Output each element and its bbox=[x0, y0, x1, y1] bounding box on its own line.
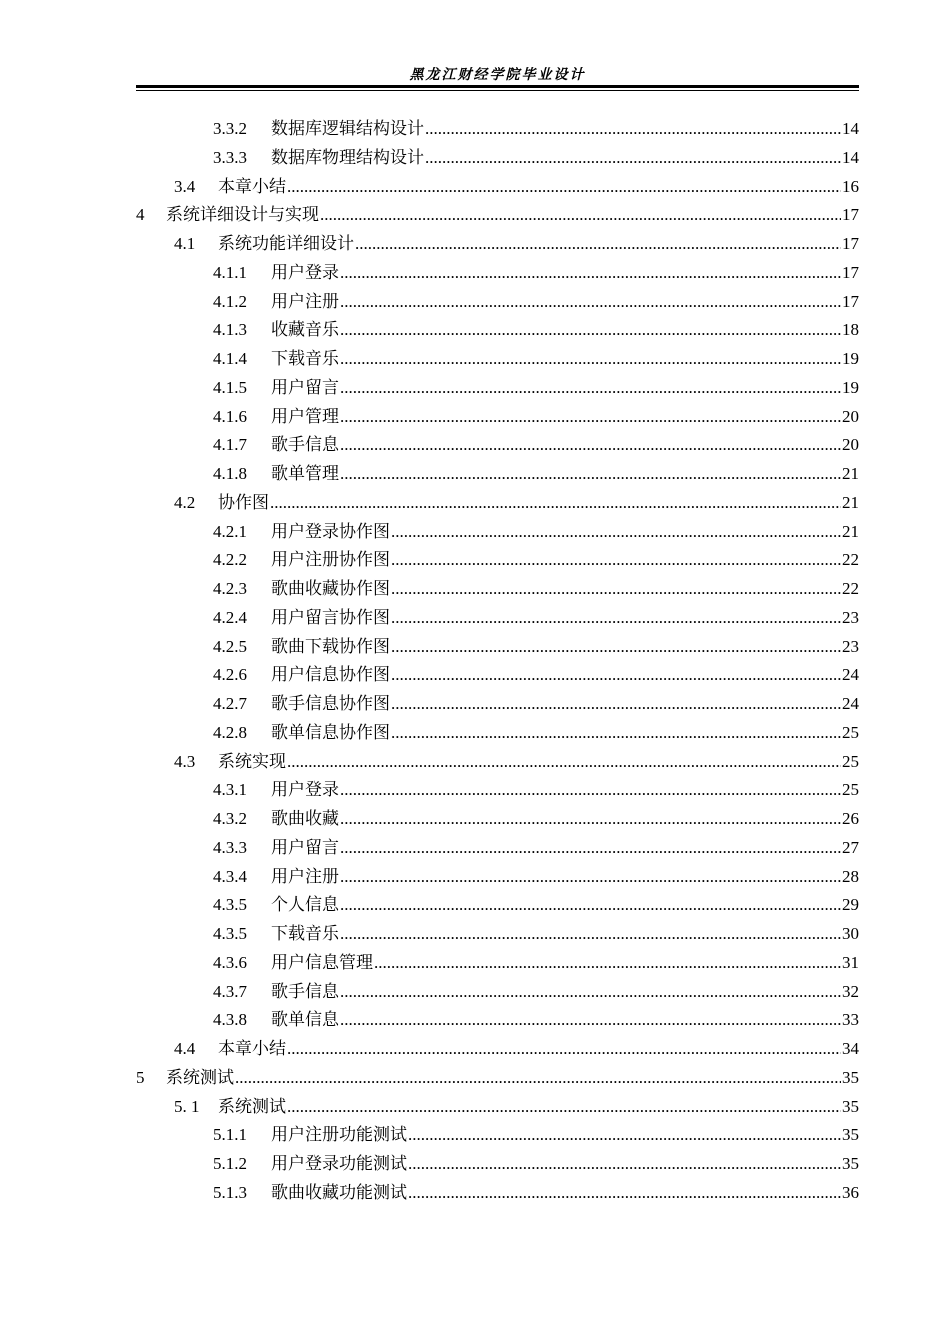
toc-entry-number: 5. 1 bbox=[174, 1096, 200, 1116]
toc-entry[interactable] bbox=[136, 890, 859, 919]
toc-entry-number: 4.1.2 bbox=[213, 291, 247, 311]
toc-entry[interactable] bbox=[136, 1120, 859, 1149]
toc-entry-number: 4.1.3 bbox=[213, 320, 247, 340]
page-header-title: 黑龙江财经学院毕业设计 bbox=[409, 68, 586, 83]
toc-dot-leader bbox=[425, 119, 841, 139]
toc-entry-number: 4.3.4 bbox=[213, 866, 247, 886]
toc-entry-title: 协作图 bbox=[218, 492, 269, 512]
toc-entry-page-number: 35 bbox=[842, 1154, 859, 1173]
toc-entry-number: 4.2.1 bbox=[213, 521, 247, 541]
toc-entry-number: 4.3 bbox=[174, 751, 196, 771]
toc-entry-page-number: 34 bbox=[842, 1039, 859, 1058]
toc-entry-page-number: 24 bbox=[842, 665, 859, 685]
toc-entry-title: 用户注册功能测试 bbox=[271, 1125, 407, 1145]
toc-entry-page-number: 25 bbox=[842, 751, 859, 771]
toc-entry-title: 用户登录 bbox=[271, 262, 339, 282]
toc-entry-title: 歌曲下载协作图 bbox=[271, 636, 390, 656]
toc-dot-leader bbox=[355, 234, 841, 254]
toc-entry-number: 4.1.6 bbox=[213, 406, 247, 426]
toc-entry-page-number: 36 bbox=[842, 1182, 859, 1202]
toc-dot-leader bbox=[391, 579, 841, 599]
toc-entry[interactable] bbox=[136, 948, 859, 977]
toc-entry-number: 4 bbox=[136, 205, 145, 225]
toc-entry-page-number: 24 bbox=[842, 694, 859, 713]
toc-entry-number: 4.2.7 bbox=[213, 694, 247, 713]
toc-entry-number: 4.1.4 bbox=[213, 349, 247, 368]
toc-entry-page-number: 35 bbox=[842, 1096, 859, 1116]
toc-entry-number: 4.3.3 bbox=[213, 837, 247, 857]
toc-entry-number: 4.3.1 bbox=[213, 780, 247, 800]
toc-dot-leader bbox=[391, 694, 841, 714]
toc-entry-title: 本章小结 bbox=[218, 176, 286, 196]
toc-entry-title: 歌单信息 bbox=[271, 1010, 339, 1030]
toc-entry-title: 歌曲收藏协作图 bbox=[271, 579, 390, 598]
toc-entry[interactable] bbox=[136, 747, 859, 776]
toc-entry-number: 5.1.2 bbox=[213, 1154, 247, 1173]
toc-dot-leader bbox=[391, 608, 841, 628]
toc-entry-page-number: 25 bbox=[842, 780, 859, 800]
toc-dot-leader bbox=[391, 665, 841, 685]
toc-entry[interactable] bbox=[136, 229, 859, 258]
toc-entry-page-number: 32 bbox=[842, 981, 859, 1001]
toc-dot-leader bbox=[408, 1183, 841, 1203]
toc-entry-title: 数据库逻辑结构设计 bbox=[271, 119, 424, 138]
toc-dot-leader bbox=[391, 637, 841, 657]
toc-entry-page-number: 21 bbox=[842, 521, 859, 541]
toc-entry-number: 4.1 bbox=[174, 234, 196, 253]
toc-entry[interactable] bbox=[136, 1092, 859, 1121]
toc-entry-title: 歌曲收藏 bbox=[271, 809, 339, 828]
toc-entry[interactable] bbox=[136, 718, 859, 747]
toc-entry-number: 4.1.1 bbox=[213, 262, 247, 282]
toc-entry-title: 用户登录功能测试 bbox=[271, 1154, 407, 1173]
toc-entry-number: 4.1.7 bbox=[213, 435, 247, 455]
toc-dot-leader bbox=[320, 205, 841, 225]
toc-entry-title: 下载音乐 bbox=[271, 924, 339, 943]
toc-entry[interactable] bbox=[136, 430, 859, 459]
toc-entry-number: 4.2.8 bbox=[213, 722, 247, 742]
toc-entry-title: 歌手信息 bbox=[271, 435, 339, 455]
toc-entry-title: 系统功能详细设计 bbox=[218, 234, 354, 253]
toc-entry-page-number: 17 bbox=[842, 234, 859, 253]
toc-entry-number: 3.3.2 bbox=[213, 119, 247, 138]
toc-entry-number: 4.2.4 bbox=[213, 607, 247, 627]
toc-entry-number: 4.3.8 bbox=[213, 1010, 247, 1030]
toc-entry-page-number: 14 bbox=[842, 147, 859, 167]
toc-entry-title: 用户注册 bbox=[271, 866, 339, 886]
toc-entry-page-number: 20 bbox=[842, 406, 859, 426]
toc-entry-page-number: 21 bbox=[842, 464, 859, 483]
toc-entry-page-number: 16 bbox=[842, 176, 859, 196]
toc-entry-page-number: 17 bbox=[842, 262, 859, 282]
toc-entry-number: 4.2.6 bbox=[213, 665, 247, 685]
toc-dot-leader bbox=[408, 1125, 841, 1145]
toc-entry-title: 个人信息 bbox=[271, 895, 339, 915]
toc-dot-leader bbox=[287, 177, 841, 197]
toc-entry[interactable] bbox=[136, 517, 859, 546]
toc-entry-page-number: 23 bbox=[842, 636, 859, 656]
toc-entry[interactable] bbox=[136, 143, 859, 172]
toc-entry-page-number: 35 bbox=[842, 1125, 859, 1145]
toc-dot-leader bbox=[340, 780, 841, 800]
toc-dot-leader bbox=[340, 895, 841, 915]
toc-entry-page-number: 18 bbox=[842, 320, 859, 340]
toc-entry-number: 4.3.5 bbox=[213, 924, 247, 943]
toc-dot-leader bbox=[235, 1068, 841, 1088]
toc-entry-title: 用户登录 bbox=[271, 780, 339, 800]
toc-entry[interactable] bbox=[136, 1149, 859, 1178]
toc-entry-page-number: 22 bbox=[842, 579, 859, 598]
toc-entry[interactable] bbox=[136, 919, 859, 948]
toc-entry-title: 系统实现 bbox=[218, 751, 286, 771]
toc-dot-leader bbox=[340, 407, 841, 427]
toc-entry-page-number: 31 bbox=[842, 952, 859, 972]
toc-entry[interactable] bbox=[136, 287, 859, 316]
toc-dot-leader bbox=[340, 838, 841, 858]
toc-entry[interactable] bbox=[136, 689, 859, 718]
toc-entry-number: 4.4 bbox=[174, 1039, 196, 1058]
toc-entry-title: 系统详细设计与实现 bbox=[166, 205, 319, 225]
toc-entry[interactable] bbox=[136, 1034, 859, 1063]
toc-entry[interactable] bbox=[136, 402, 859, 431]
toc-entry-page-number: 35 bbox=[842, 1067, 859, 1087]
toc-entry[interactable] bbox=[136, 488, 859, 517]
toc-entry-title: 歌曲收藏功能测试 bbox=[271, 1182, 407, 1202]
toc-entry-title: 用户信息管理 bbox=[271, 952, 373, 972]
toc-entry-title: 用户信息协作图 bbox=[271, 665, 390, 685]
toc-entry-number: 4.3.5 bbox=[213, 895, 247, 915]
toc-entry-title: 系统测试 bbox=[166, 1067, 234, 1087]
toc-entry[interactable] bbox=[136, 373, 859, 402]
toc-entry-title: 本章小结 bbox=[218, 1039, 286, 1058]
toc-entry-title: 歌单信息协作图 bbox=[271, 722, 390, 742]
toc-entry-title: 歌单管理 bbox=[271, 464, 339, 483]
toc-entry[interactable] bbox=[136, 833, 859, 862]
toc-dot-leader bbox=[340, 982, 841, 1002]
toc-entry-page-number: 25 bbox=[842, 722, 859, 742]
toc-entry[interactable] bbox=[136, 1063, 859, 1092]
toc-entry-number: 5.1.1 bbox=[213, 1125, 247, 1145]
toc-entry-number: 4.1.8 bbox=[213, 464, 247, 483]
header-rule-thick bbox=[136, 85, 859, 88]
toc-dot-leader bbox=[391, 723, 841, 743]
toc-entry-title: 用户注册 bbox=[271, 291, 339, 311]
toc-dot-leader bbox=[340, 263, 841, 283]
toc-entry[interactable] bbox=[136, 200, 859, 229]
toc-dot-leader bbox=[340, 1010, 841, 1030]
toc-dot-leader bbox=[340, 464, 841, 484]
toc-dot-leader bbox=[340, 292, 841, 312]
toc-dot-leader bbox=[425, 148, 841, 168]
toc-entry-page-number: 26 bbox=[842, 809, 859, 828]
toc-entry-number: 4.2.5 bbox=[213, 636, 247, 656]
toc-dot-leader bbox=[287, 1039, 841, 1059]
toc-entry[interactable] bbox=[136, 603, 859, 632]
toc-entry-number: 5.1.3 bbox=[213, 1182, 247, 1202]
toc-dot-leader bbox=[391, 522, 841, 542]
toc-entry-number: 4.3.7 bbox=[213, 981, 247, 1001]
toc-entry-page-number: 19 bbox=[842, 349, 859, 368]
toc-entry-page-number: 30 bbox=[842, 924, 859, 943]
header-rule-thin bbox=[136, 90, 859, 91]
toc-entry-page-number: 23 bbox=[842, 607, 859, 627]
toc-dot-leader bbox=[287, 1097, 841, 1117]
toc-entry[interactable] bbox=[136, 804, 859, 833]
toc-entry-page-number: 29 bbox=[842, 895, 859, 915]
toc-entry[interactable] bbox=[136, 545, 859, 574]
toc-entry[interactable] bbox=[136, 775, 859, 804]
toc-entry-page-number: 27 bbox=[842, 837, 859, 857]
toc-entry[interactable] bbox=[136, 344, 859, 373]
toc-entry-number: 4.2 bbox=[174, 492, 196, 512]
toc-entry[interactable] bbox=[136, 632, 859, 661]
toc-entry[interactable] bbox=[136, 258, 859, 287]
toc-entry-number: 3.4 bbox=[174, 176, 196, 196]
toc-entry-number: 4.3.6 bbox=[213, 952, 247, 972]
toc-dot-leader bbox=[391, 550, 841, 570]
toc-entry-title: 数据库物理结构设计 bbox=[271, 147, 424, 167]
toc-entry-page-number: 22 bbox=[842, 550, 859, 570]
toc-dot-leader bbox=[340, 809, 841, 829]
toc-entry-number: 4.3.2 bbox=[213, 809, 247, 828]
toc-entry[interactable] bbox=[136, 459, 859, 488]
toc-entry-title: 收藏音乐 bbox=[271, 320, 339, 340]
toc-entry[interactable] bbox=[136, 172, 859, 201]
toc-entry-page-number: 17 bbox=[842, 291, 859, 311]
toc-entry-title: 歌手信息 bbox=[271, 981, 339, 1001]
toc-dot-leader bbox=[340, 435, 841, 455]
toc-entry-title: 用户管理 bbox=[271, 406, 339, 426]
toc-entry-number: 4.2.3 bbox=[213, 579, 247, 598]
toc-dot-leader bbox=[374, 953, 841, 973]
toc-dot-leader bbox=[340, 867, 841, 887]
toc-entry-number: 3.3.3 bbox=[213, 147, 247, 167]
toc-entry[interactable] bbox=[136, 114, 859, 143]
toc-entry-number: 4.2.2 bbox=[213, 550, 247, 570]
toc-dot-leader bbox=[340, 924, 841, 944]
toc-entry[interactable] bbox=[136, 1005, 859, 1034]
toc-entry-title: 用户留言 bbox=[271, 837, 339, 857]
toc-entry-page-number: 14 bbox=[842, 119, 859, 138]
toc-entry[interactable] bbox=[136, 574, 859, 603]
toc-entry-page-number: 33 bbox=[842, 1010, 859, 1030]
toc-dot-leader bbox=[287, 752, 841, 772]
toc-entry-page-number: 20 bbox=[842, 435, 859, 455]
toc-entry-title: 用户注册协作图 bbox=[271, 550, 390, 570]
toc-entry-title: 用户留言 bbox=[271, 377, 339, 397]
toc-entry-page-number: 21 bbox=[842, 492, 859, 512]
toc-entry[interactable] bbox=[136, 977, 859, 1006]
toc-entry-title: 系统测试 bbox=[218, 1096, 286, 1116]
toc-entry-number: 5 bbox=[136, 1067, 145, 1087]
toc-entry[interactable] bbox=[136, 862, 859, 891]
toc-dot-leader bbox=[408, 1154, 841, 1174]
toc-dot-leader bbox=[270, 493, 841, 513]
toc-entry-title: 用户留言协作图 bbox=[271, 607, 390, 627]
toc-entry-title: 下载音乐 bbox=[271, 349, 339, 368]
toc-entry[interactable] bbox=[136, 315, 859, 344]
toc-dot-leader bbox=[340, 349, 841, 369]
toc-dot-leader bbox=[340, 378, 841, 398]
toc-entry-number: 4.1.5 bbox=[213, 377, 247, 397]
table-of-contents bbox=[136, 114, 859, 1207]
toc-entry[interactable] bbox=[136, 1178, 859, 1207]
toc-entry-page-number: 19 bbox=[842, 377, 859, 397]
toc-entry[interactable] bbox=[136, 660, 859, 689]
toc-entry-page-number: 17 bbox=[842, 205, 859, 225]
toc-entry-page-number: 28 bbox=[842, 866, 859, 886]
toc-entry-title: 歌手信息协作图 bbox=[271, 694, 390, 713]
toc-entry-title: 用户登录协作图 bbox=[271, 521, 390, 541]
toc-dot-leader bbox=[340, 320, 841, 340]
